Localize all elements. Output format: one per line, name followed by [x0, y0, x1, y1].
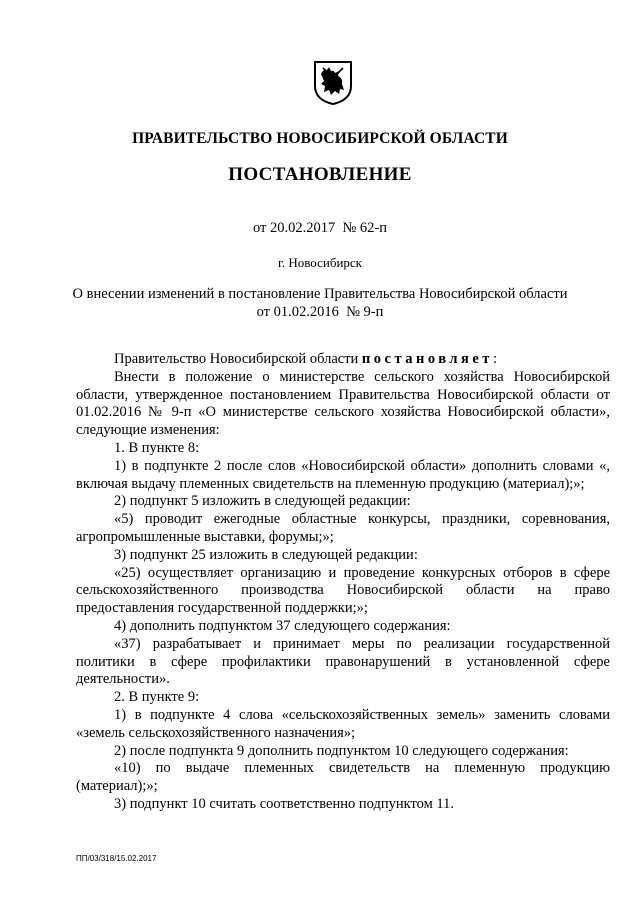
body-paragraph: «25) осуществляет организацию и проведение конкурсных отборов в сфере сельскохозяйственного производства Новосибирской области на право предоставления государственной поддержки;»; — [76, 564, 610, 617]
body-paragraph: 1. В пункте 8: — [114, 439, 200, 456]
body-paragraph: «37) разрабатывает и принимает меры по реализации государственной политики в сфере профилактики правонарушений в установленной сфере деятельности». — [76, 635, 610, 688]
intro-text: Правительство Новосибирской области — [114, 351, 359, 367]
body-paragraph: 2. В пункте 9: — [114, 689, 200, 706]
body-paragraph: 2) после подпункта 9 дополнить подпунктом 10 следующего содержания: — [114, 742, 569, 759]
document-type: ПОСТАНОВЛЕНИЕ — [228, 164, 412, 185]
intro-end: : — [492, 351, 497, 367]
body-paragraph: 1) в подпункте 2 после слов «Новосибирской области» дополнить словами «, включая выдачу племенных свидетельств на племенную продукцию (материал);»; — [76, 457, 610, 492]
body-paragraph: 3) подпункт 10 считать соответственно подпунктом 11. — [114, 795, 454, 812]
body-paragraph: 2) подпункт 5 изложить в следующей редакции: — [114, 493, 411, 510]
document-code: ПП/03/318/15.02.2017 — [76, 854, 157, 863]
subject-line-2: от 01.02.2016 № 9-п — [256, 304, 384, 320]
city: г. Новосибирск — [277, 255, 362, 270]
coat-of-arms-icon — [313, 60, 353, 106]
document-date-number: от 20.02.2017 № 62-п — [252, 220, 388, 236]
document-subject — [70, 285, 570, 321]
body-paragraph: 4) дополнить подпунктом 37 следующего содержания: — [114, 617, 451, 634]
body-paragraph: «5) проводит ежегодные областные конкурсы, праздники, соревнования, агропромышленные выставки, форумы;»; — [76, 511, 610, 545]
body-paragraph: 3) подпункт 25 изложить в следующей редакции: — [114, 546, 418, 563]
subject-line-1: О внесении изменений в постановление Правительства Новосибирской области — [72, 286, 568, 302]
body-paragraph: 1) в подпункте 4 слова «сельскохозяйственных земель» заменить словами «земель сельскохозяйственного назначения»; — [76, 706, 610, 741]
intro-action: постановляет — [361, 351, 493, 367]
body-paragraph: «10) по выдаче племенных свидетельств на племенную продукцию (материал);»; — [76, 760, 610, 795]
body-paragraph: Внести в положение о министерстве сельского хозяйства Новосибирской области, утвержденное постановлением Правительства Новосибирской области от 01.02.2016 № 9-п «О министерстве сельского хозяйства Новосибирской области», следующие изменения: — [76, 368, 610, 439]
intro-paragraph — [76, 351, 610, 369]
organization-title: ПРАВИТЕЛЬСТВО НОВОСИБИРСКОЙ ОБЛАСТИ — [132, 130, 508, 147]
document-body — [76, 351, 610, 814]
